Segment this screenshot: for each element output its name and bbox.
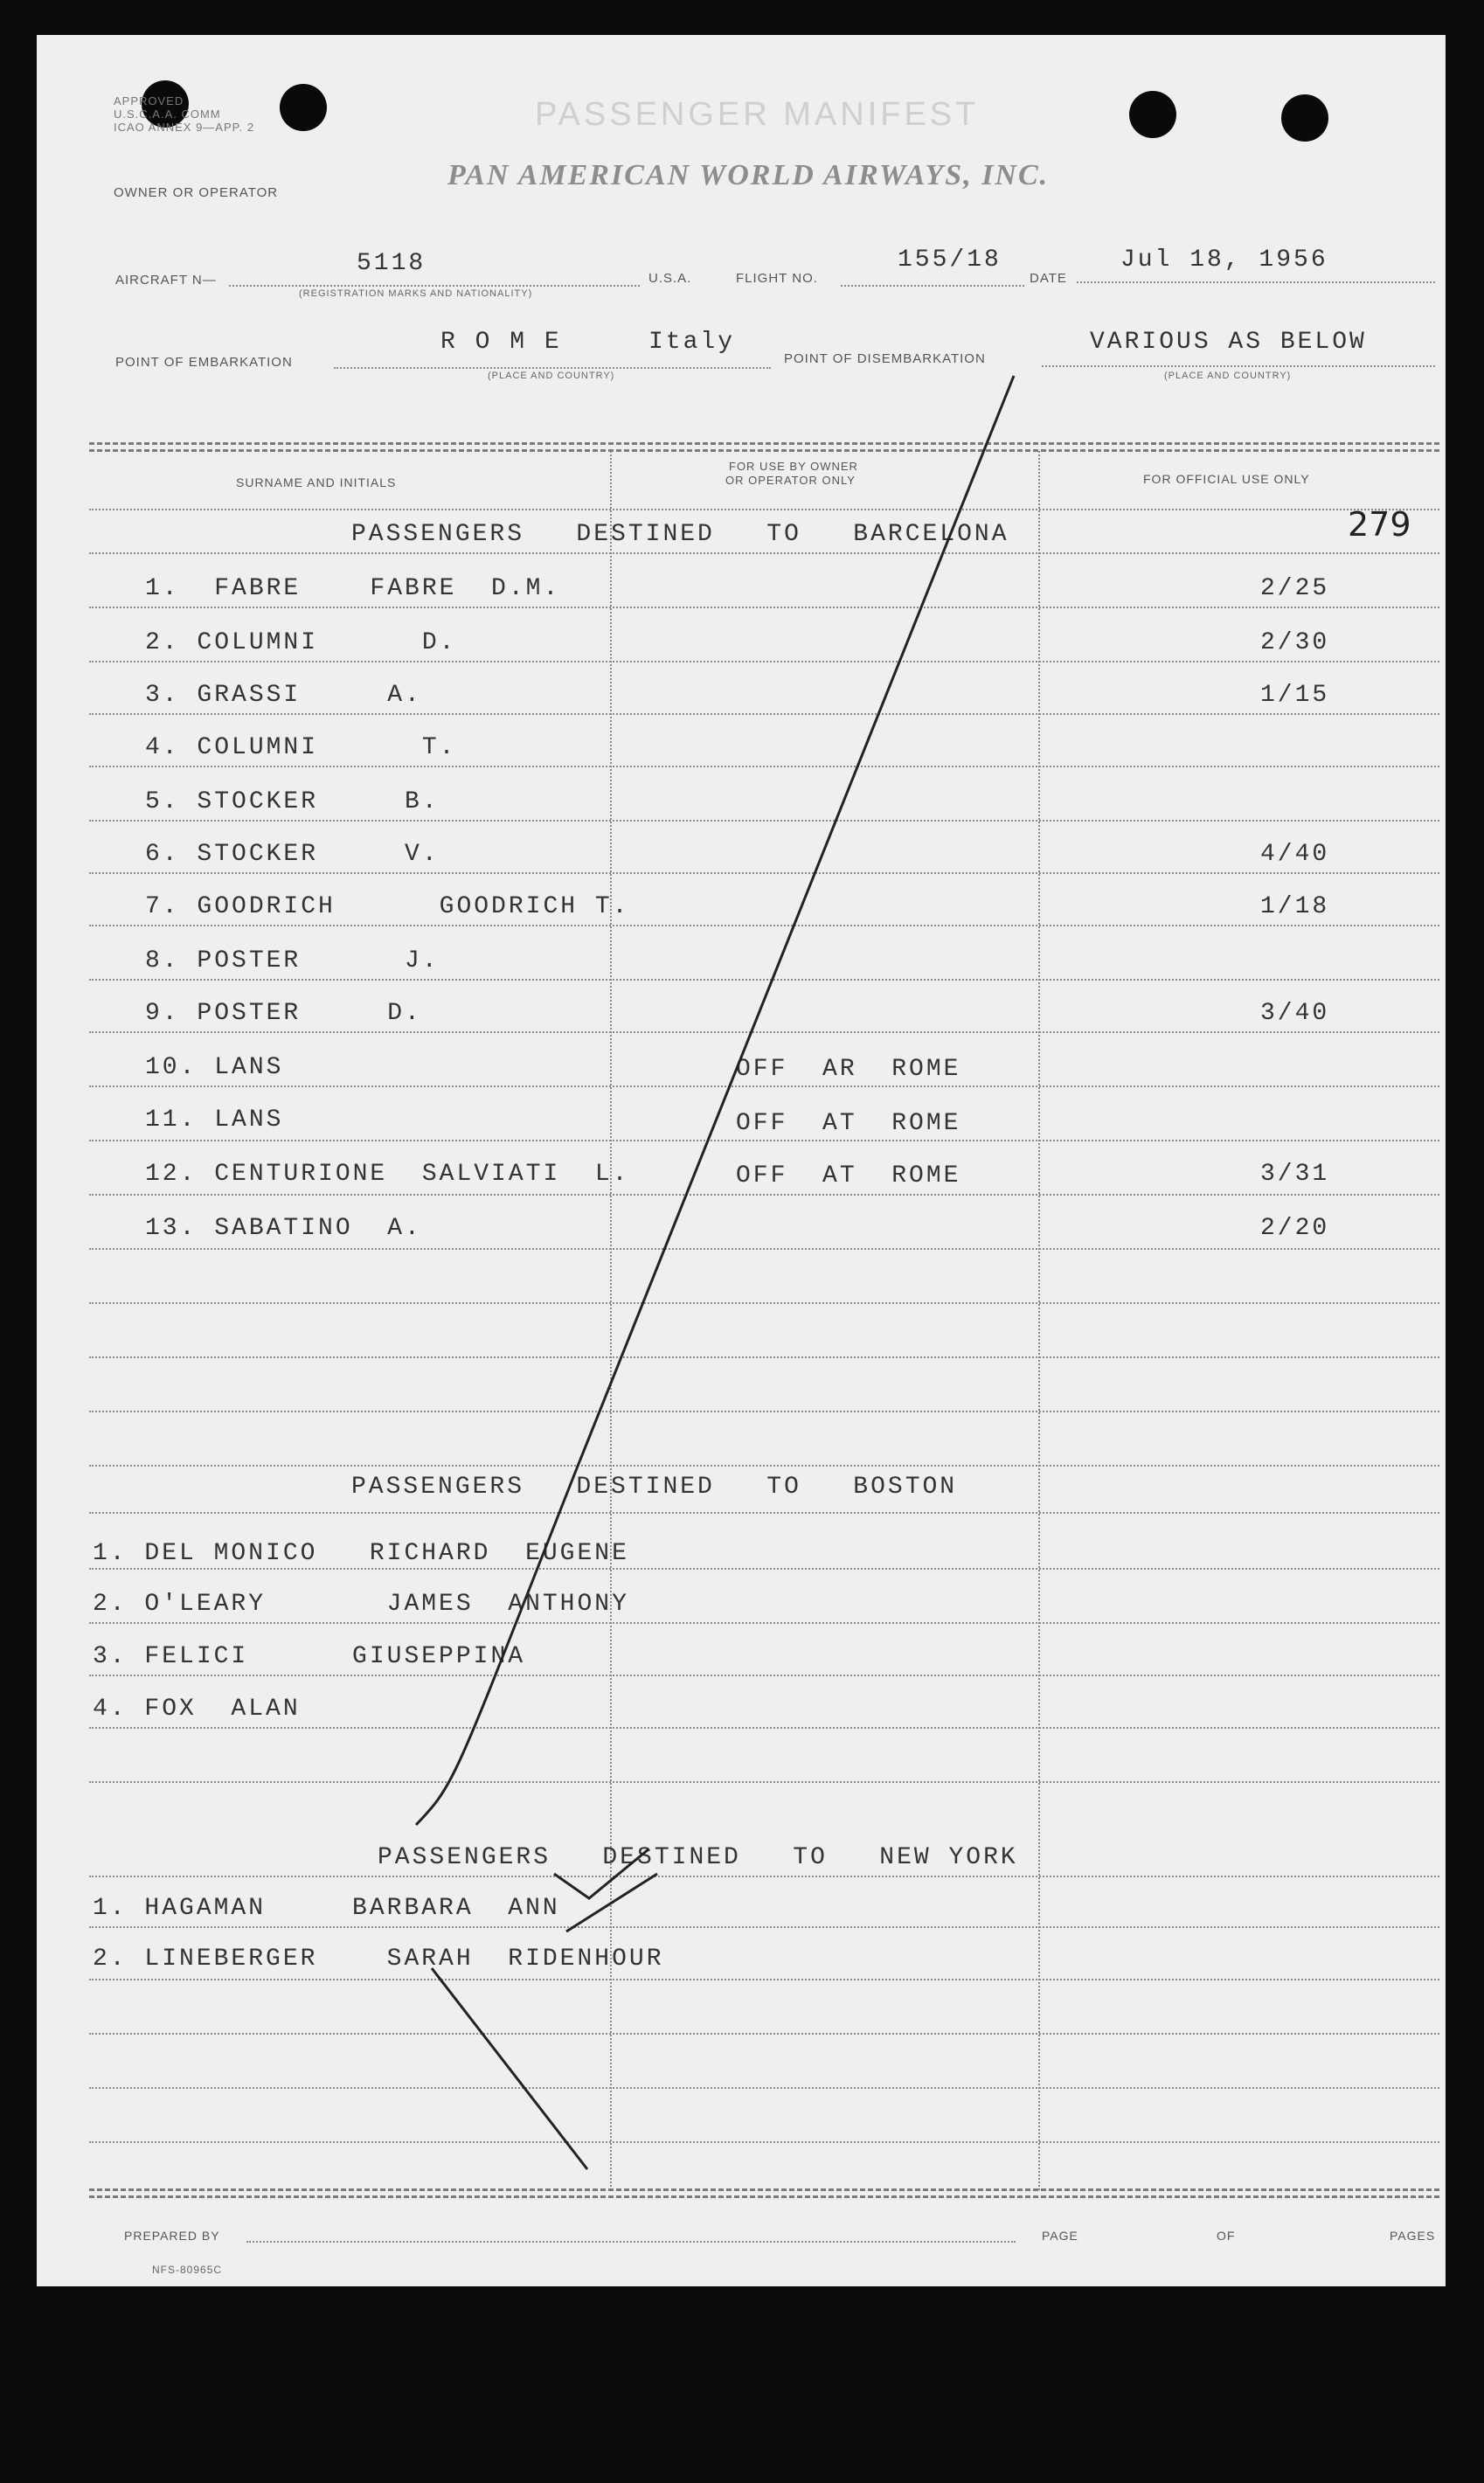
column-header-owner-1: FOR USE BY OWNER: [729, 460, 858, 473]
embark-underline: [334, 367, 771, 369]
passenger-row: 3. GRASSI A.: [145, 682, 422, 709]
official-note: 2/30: [1260, 629, 1330, 656]
embark-place: R O M E: [440, 329, 562, 356]
passenger-row: 1. DEL MONICO RICHARD EUGENE: [93, 1540, 629, 1567]
passenger-row: 1. HAGAMAN BARBARA ANN: [93, 1895, 560, 1922]
disembark-caption: (PLACE AND COUNTRY): [1164, 371, 1292, 381]
passenger-row: 7. GOODRICH GOODRICH T.: [145, 893, 630, 920]
embark-caption: (PLACE AND COUNTRY): [488, 371, 615, 381]
passenger-row: 2. COLUMNI D.: [145, 629, 457, 656]
official-note: 1/15: [1260, 682, 1330, 709]
row-rule: [89, 1926, 1439, 1928]
disembark-label: POINT OF DISEMBARKATION: [784, 351, 986, 366]
punch-hole: [1129, 91, 1176, 138]
row-rule: [89, 1031, 1439, 1033]
official-note: 2/20: [1260, 1215, 1330, 1242]
row-rule: [89, 1356, 1439, 1358]
table-bottom-rule: [89, 2188, 1439, 2191]
date-underline: [1077, 281, 1435, 283]
embark-label: POINT OF EMBARKATION: [115, 355, 293, 370]
row-rule: [89, 1512, 1439, 1514]
header-rule: [89, 509, 1439, 510]
row-rule: [89, 2141, 1439, 2143]
aircraft-underline: [229, 285, 640, 287]
passenger-row: 2. O'LEARY JAMES ANTHONY: [93, 1591, 629, 1618]
aircraft-label: AIRCRAFT N—: [115, 273, 217, 288]
passenger-row: 4. FOX ALAN: [93, 1696, 301, 1723]
row-rule: [89, 1411, 1439, 1412]
page-title: PASSENGER MANIFEST: [535, 96, 980, 133]
passenger-row: 6. STOCKER V.: [145, 841, 440, 868]
table-bottom-rule: [89, 2195, 1439, 2198]
row-rule: [89, 2087, 1439, 2089]
column-header-official: FOR OFFICIAL USE ONLY: [1143, 472, 1310, 486]
pages-label: PAGES: [1390, 2229, 1436, 2243]
official-note: 4/40: [1260, 841, 1330, 868]
row-rule: [89, 1876, 1439, 1877]
prepared-by-line: [246, 2241, 1016, 2243]
section-heading-barcelona: PASSENGERS DESTINED TO BARCELONA: [351, 521, 1009, 548]
row-rule: [89, 1248, 1439, 1250]
row-rule: [89, 1302, 1439, 1304]
passenger-row: 3. FELICI GIUSEPPINA: [93, 1643, 526, 1670]
disembark-place: VARIOUS AS BELOW: [1090, 329, 1367, 356]
flight-number: 155/18: [898, 246, 1002, 274]
passenger-row: 4. COLUMNI T.: [145, 734, 457, 761]
table-top-rule: [89, 449, 1439, 452]
prepared-by-label: PREPARED BY: [124, 2229, 220, 2243]
row-rule: [89, 872, 1439, 874]
row-rule: [89, 979, 1439, 981]
row-rule: [89, 925, 1439, 926]
passenger-row: 5. STOCKER B.: [145, 788, 440, 815]
row-rule: [89, 1781, 1439, 1783]
row-rule: [89, 1085, 1439, 1087]
punch-hole: [1281, 94, 1328, 142]
section-heading-new-york: PASSENGERS DESTINED TO NEW YORK: [378, 1844, 1018, 1871]
official-note: 1/18: [1260, 893, 1330, 920]
row-rule: [89, 1194, 1439, 1196]
owner-note: OFF AR ROME: [736, 1056, 961, 1083]
row-rule: [89, 1979, 1439, 1980]
table-top-rule: [89, 442, 1439, 445]
row-rule: [89, 1727, 1439, 1729]
aircraft-number: 5118: [357, 250, 426, 277]
passenger-row: 1. FABRE FABRE D.M.: [145, 575, 561, 602]
page-label: PAGE: [1042, 2229, 1078, 2243]
row-rule: [89, 661, 1439, 662]
column-divider: [1038, 451, 1040, 2190]
official-note: 2/25: [1260, 575, 1330, 602]
date-label: DATE: [1030, 271, 1067, 286]
owner-note: OFF AT ROME: [736, 1110, 961, 1137]
row-rule: [89, 766, 1439, 767]
manifest-sheet: [37, 35, 1446, 2286]
passenger-row: 9. POSTER D.: [145, 1000, 422, 1027]
flight-label: FLIGHT NO.: [736, 271, 818, 286]
row-rule: [89, 713, 1439, 715]
form-reference: APPROVED U.S.C.A.A. COMM ICAO ANNEX 9—APP. 2: [114, 94, 255, 134]
row-rule: [89, 1568, 1439, 1570]
passenger-row: 10. LANS: [145, 1054, 284, 1081]
row-rule: [89, 1465, 1439, 1467]
passenger-row: 12. CENTURIONE SALVIATI L.: [145, 1161, 630, 1188]
column-header-owner-2: OR OPERATOR ONLY: [725, 474, 856, 487]
row-rule: [89, 1140, 1439, 1141]
form-code: NFS-80965C: [152, 2264, 223, 2276]
airline-name: PAN AMERICAN WORLD AIRWAYS, INC.: [447, 159, 1050, 191]
aircraft-caption: (REGISTRATION MARKS AND NATIONALITY): [299, 288, 533, 299]
owner-label: OWNER OR OPERATOR: [114, 185, 279, 200]
passenger-row: 11. LANS: [145, 1106, 284, 1134]
usa-label: U.S.A.: [648, 271, 692, 286]
row-rule: [89, 1675, 1439, 1676]
flight-underline: [841, 285, 1024, 287]
passenger-row: 8. POSTER J.: [145, 947, 440, 974]
official-note: 3/40: [1260, 1000, 1330, 1027]
embark-country: Italy: [648, 329, 736, 356]
passenger-row: 2. LINEBERGER SARAH RIDENHOUR: [93, 1945, 664, 1973]
row-rule: [89, 607, 1439, 608]
flight-date: Jul 18, 1956: [1120, 246, 1328, 274]
passenger-row: 13. SABATINO A.: [145, 1215, 422, 1242]
owner-note: OFF AT ROME: [736, 1162, 961, 1189]
section-heading-boston: PASSENGERS DESTINED TO BOSTON: [351, 1474, 958, 1501]
row-rule: [89, 1622, 1439, 1624]
column-header-names: SURNAME AND INITIALS: [236, 475, 397, 489]
row-rule: [89, 820, 1439, 822]
official-note: 3/31: [1260, 1161, 1330, 1188]
disembark-underline: [1042, 365, 1435, 367]
handwritten-number: 279: [1348, 505, 1411, 544]
of-label: OF: [1217, 2229, 1236, 2243]
row-rule: [89, 552, 1439, 554]
row-rule: [89, 2033, 1439, 2035]
column-divider: [610, 451, 612, 2190]
punch-hole: [280, 84, 327, 131]
